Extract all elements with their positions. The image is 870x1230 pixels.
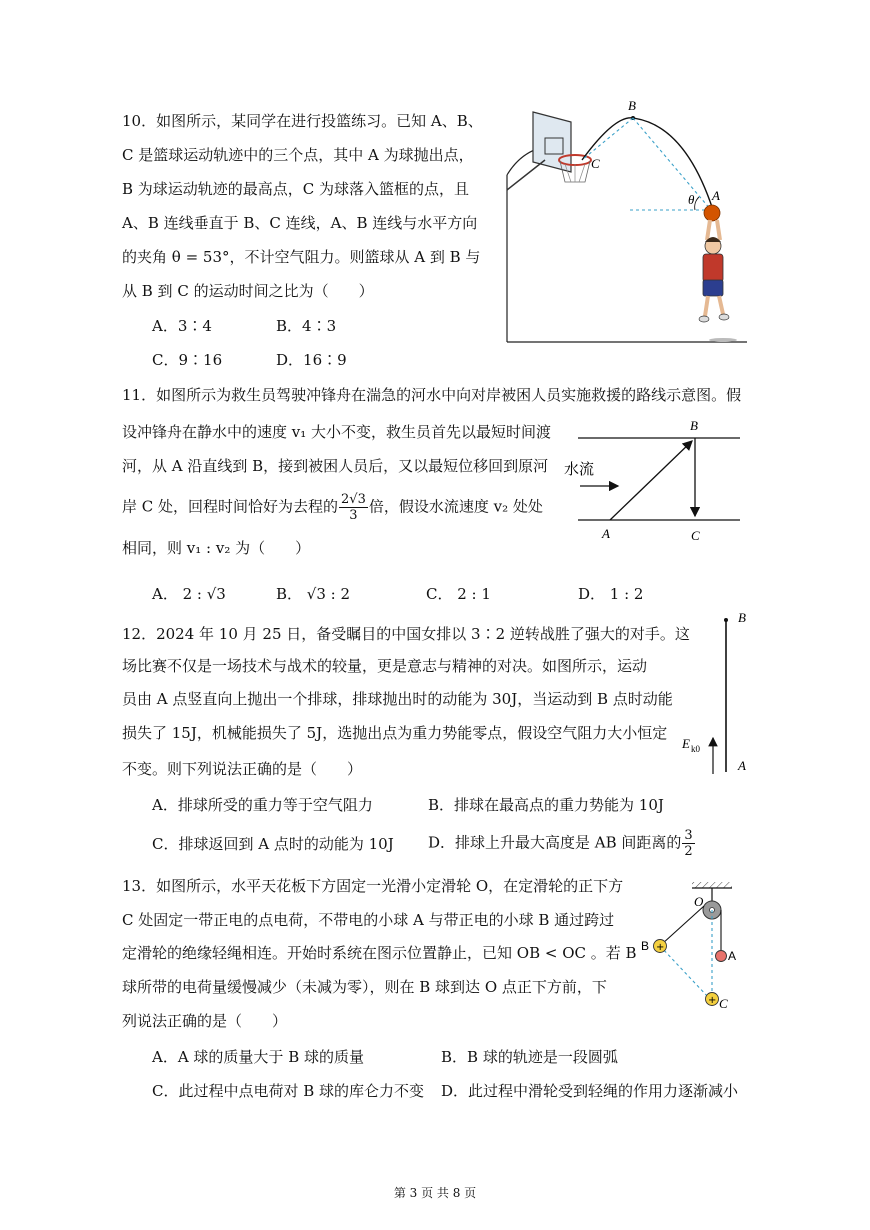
q12-line-5: 不变。则下列说法正确的是（ ）: [122, 760, 363, 778]
q10-line-6: 从 B 到 C 的运动时间之比为（ ）: [122, 282, 374, 300]
q10-line-1: 10．如图所示，某同学在进行投篮练习。已知 A、B、: [122, 112, 483, 130]
q11-line-2: 设冲锋舟在静水中的速度 v₁ 大小不变，救生员首先以最短时间渡: [122, 423, 552, 441]
q13-option-d: D．此过程中滑轮受到轻绳的作用力逐渐减小: [441, 1082, 739, 1100]
basketball-figure: [485, 100, 755, 350]
q13-plus-c: +: [708, 995, 717, 1006]
volleyball-figure: [676, 606, 756, 786]
q13-option-a: A．A 球的质量大于 B 球的质量: [152, 1048, 364, 1066]
q11-label-c: C: [691, 528, 700, 543]
q10-label-theta: θ: [688, 192, 695, 207]
q12-option-a: A．排球所受的重力等于空气阻力: [152, 796, 373, 814]
q13-label-b: B: [641, 939, 650, 953]
q11-line-3: 河，从 A 沿直线到 B，接到被困人员后，又以最短位移回到原河: [122, 457, 549, 475]
q12-optd-num: 3: [684, 828, 693, 843]
q13-line-3: 定滑轮的绝缘轻绳相连。开始时系统在图示位置静止，已知 OB < OC 。若 B: [122, 944, 637, 962]
q11-option-b: B． √3 : 2: [276, 585, 351, 603]
q10-label-c: C: [591, 156, 600, 171]
q12-label-ek: E: [682, 736, 690, 751]
q12-line-1: 12．2024 年 10 月 25 日，备受瞩目的中国女排以 3∶2 逆转战胜了强大的对手。这: [122, 625, 690, 643]
q11-frac-den: 3: [349, 508, 358, 523]
q10-line-2: C 是篮球运动轨迹中的三个点，其中 A 为球抛出点，: [122, 146, 474, 164]
q13-label-a: A: [728, 949, 737, 963]
q11-line-4: [122, 492, 543, 523]
q11-option-c: C． 2 : 1: [426, 585, 491, 603]
q11-label-b: B: [690, 418, 698, 433]
q12-option-d-text: D．排球上升最大高度是 AB 间距离的: [428, 833, 682, 852]
q12-label-b: B: [738, 610, 746, 625]
q11-label-a: A: [602, 526, 610, 541]
q12-label-ek-sub: k0: [691, 744, 700, 754]
q12-line-2: 场比赛不仅是一场技术与战术的较量，更是意志与精神的对决。如图所示，运动: [122, 657, 648, 675]
q13-line-4: 球所带的电荷量缓慢减少（未减为零），则在 B 球到达 O 点正下方前，下: [122, 978, 607, 996]
pulley-figure: [636, 876, 746, 1016]
q10-line-5: 的夹角 θ = 53°，不计空气阻力。则篮球从 A 到 B 与: [122, 248, 481, 266]
q13-plus-b: +: [656, 942, 665, 953]
q10-label-a: A: [712, 188, 720, 203]
q11-line-4-post: 倍，假设水流速度 v₂ 处处: [368, 497, 543, 516]
q10-option-d: D．16∶9: [276, 351, 347, 369]
q13-label-c: C: [719, 996, 728, 1011]
q12-line-3: 员由 A 点竖直向上抛出一个排球，排球抛出时的动能为 30J，当运动到 B 点时动能: [122, 690, 673, 708]
q10-option-c: C．9∶16: [152, 351, 223, 369]
q12-line-4: 损失了 15J，机械能损失了 5J，选抛出点为重力势能零点，假设空气阻力大小恒定: [122, 724, 668, 742]
q10-line-3: B 为球运动轨迹的最高点，C 为球落入篮框的点，且: [122, 180, 470, 198]
q13-label-o: O: [694, 894, 704, 909]
q11-option-d: D． 1 : 2: [578, 585, 644, 603]
q11-fraction: [339, 492, 368, 523]
q10-option-a: A．3∶4: [152, 317, 212, 335]
q12-label-a: A: [738, 758, 746, 773]
q13-line-2: C 处固定一带正电的点电荷，不带电的小球 A 与带正电的小球 B 通过跨过: [122, 911, 615, 929]
q10-line-4: A、B 连线垂直于 B、C 连线，A、B 连线与水平方向: [122, 214, 478, 232]
q12-option-c: C．排球返回到 A 点时的动能为 10J: [152, 835, 394, 853]
q10-option-b: B．4∶3: [276, 317, 337, 335]
page-footer: 第 3 页 共 8 页: [393, 1186, 477, 1200]
q11-option-a: A． 2 : √3: [152, 585, 226, 603]
q10-label-b: B: [628, 100, 636, 113]
q11-line-1: 11．如图所示为救生员驾驶冲锋舟在湍急的河水中向对岸被困人员实施救援的路线示意图。假: [122, 386, 742, 404]
q13-line-5: 列说法正确的是（ ）: [122, 1012, 288, 1030]
q13-line-1: 13．如图所示，水平天花板下方固定一光滑小定滑轮 O，在定滑轮的正下方: [122, 877, 624, 895]
q12-option-d: [428, 828, 696, 859]
q12-option-b: B．排球在最高点的重力势能为 10J: [428, 796, 664, 814]
q11-line-4-pre: 岸 C 处，回程时间恰好为去程的: [122, 497, 339, 516]
q13-option-c: C．此过程中点电荷对 B 球的库仑力不变: [152, 1082, 425, 1100]
q11-label-water: 水流: [564, 460, 595, 478]
q11-line-5: 相同，则 v₁ : v₂ 为（ ）: [122, 539, 311, 557]
q12-option-d-fraction: [682, 828, 694, 859]
river-figure: [560, 414, 750, 546]
q13-option-b: B．B 球的轨迹是一段圆弧: [441, 1048, 618, 1066]
q11-frac-num: 2√3: [341, 492, 366, 507]
q12-optd-den: 2: [684, 844, 693, 859]
